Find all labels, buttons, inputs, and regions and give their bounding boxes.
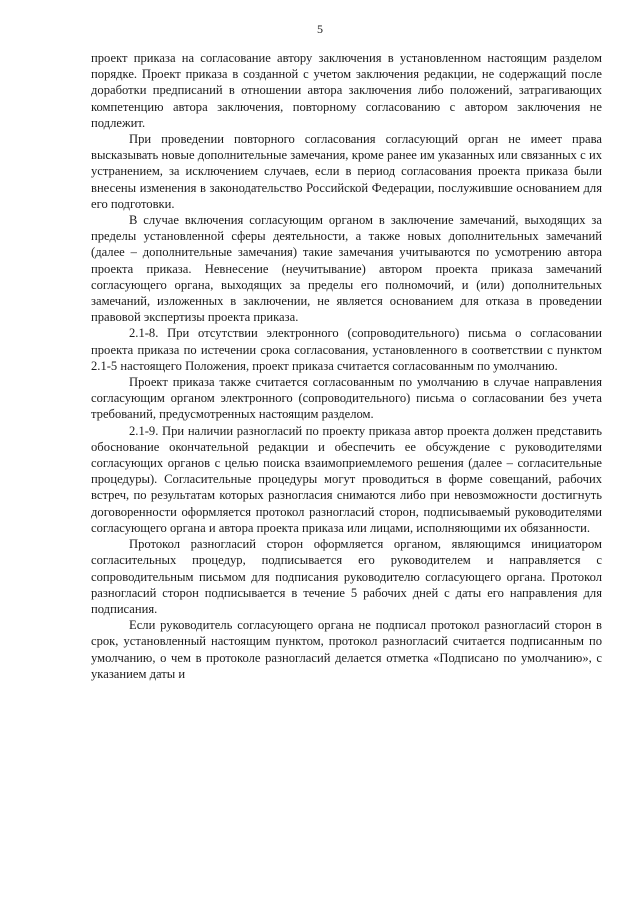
page-number: 5	[317, 22, 323, 36]
paragraph: Если руководитель согласующего органа не подписал протокол разногласий сторон в срок, установленный настоящим пунктом, протокол разногласий считается подписанным по умолчанию, о чем в протоколе разногласий делается отметка «Подписано по умолчанию», с указанием даты и	[91, 618, 602, 681]
paragraph: 2.1-9. При наличии разногласий по проекту приказа автор проекта должен представить обоснование окончательной редакции и обеспечить ее обсуждение с руководителями согласующих органов с целью поиска взаимоприемлемого решения (далее – согласительные процедуры). Согласительные процедуры могут проводиться в форме совещаний, рабочих встреч, по результатам которых разногласия снимаются либо при невозможности достигнуть договоренности оформляется протокол разногласий сторон, подписываемый руководителями согласующего органа и автора проекта приказа или лицами, исполняющими их обязанности.	[91, 423, 602, 535]
document-body	[91, 50, 602, 682]
paragraph: При проведении повторного согласования согласующий орган не имеет права высказывать новые дополнительные замечания, кроме ранее им указанных или связанных с их устранением, за исключением случаев, если в период согласования проекта приказа были внесены изменения в законодательство Российской Федерации, послужившие основанием для его подготовки.	[91, 132, 602, 211]
paragraph: 2.1-8. При отсутствии электронного (сопроводительного) письма о согласовании проекта приказа по истечении срока согласования, установленного в соответствии с пунктом 2.1-5 настоящего Положения, проект приказа считается согласованным по умолчанию.	[91, 326, 602, 373]
paragraph: проект приказа на согласование автору заключения в установленном настоящим разделом порядке. Проект приказа в созданной с учетом заключения редакции, не содержащий после доработки предписаний в отношении автора заключения либо положений, затрагивающих компетенцию автора заключения, повторному согласованию с автором заключения не подлежит.	[91, 51, 602, 130]
paragraph: В случае включения согласующим органом в заключение замечаний, выходящих за пределы установленной сферы деятельности, а также новых дополнительных замечаний (далее – дополнительные замечания) такие замечания учитываются по усмотрению автора проекта приказа. Невнесение (неучитывание) автором проекта приказа замечаний согласующего органа, выходящих за пределы его полномочий, и (или) дополнительных замечаний, изложенных в заключении, не является основанием для отказа в проведении правовой экспертизы проекта приказа.	[91, 213, 602, 325]
paragraph: Проект приказа также считается согласованным по умолчанию в случае направления согласующим органом электронного (сопроводительного) письма о согласовании без учета требований, предусмотренных настоящим разделом.	[91, 375, 602, 422]
paragraph: Протокол разногласий сторон оформляется органом, являющимся инициатором согласительных процедур, подписывается его руководителем и направляется с сопроводительным письмом для подписания руководителю согласующего органа. Протокол разногласий сторон подписывается в течение 5 рабочих дней с даты его направления для подписания.	[91, 537, 602, 616]
